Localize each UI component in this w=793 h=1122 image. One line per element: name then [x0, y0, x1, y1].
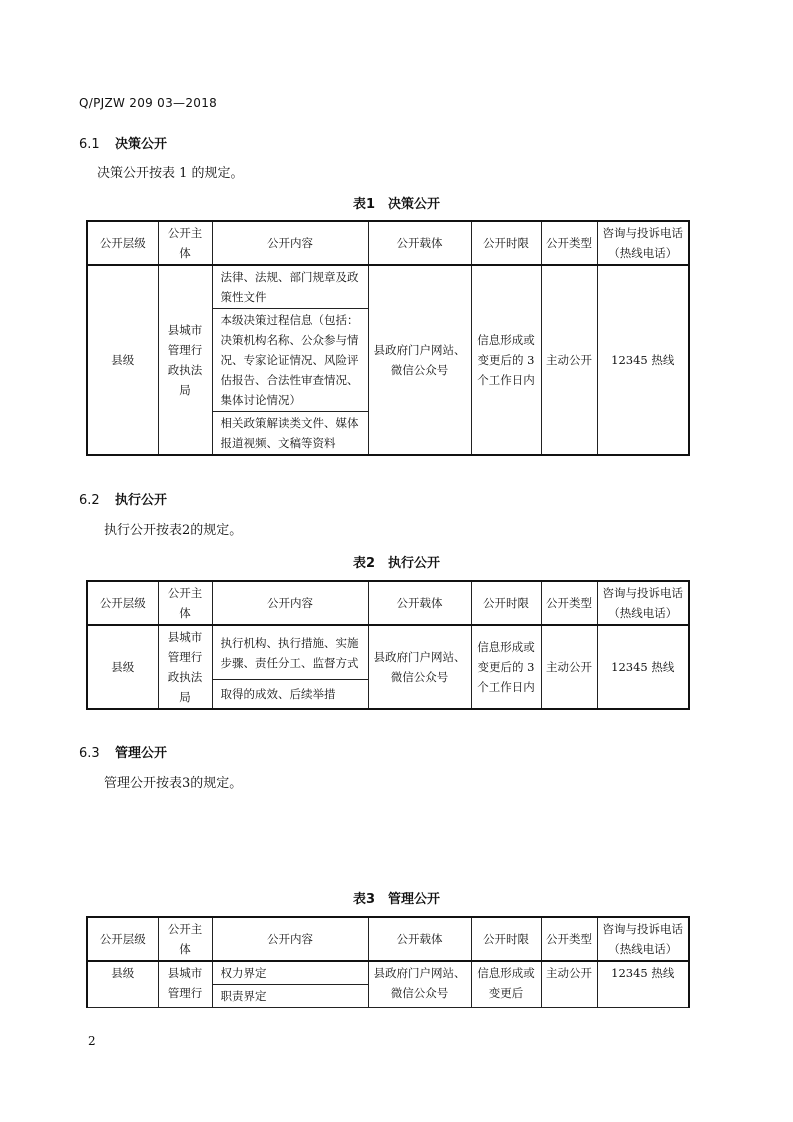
header-cell: 公开层级: [87, 581, 158, 625]
section-heading-6-1: [79, 133, 167, 152]
level-cell: 县级: [87, 265, 158, 455]
section-number: 6.1: [79, 137, 100, 152]
type-cell: 主动公开: [541, 961, 597, 1008]
content-cell: 取得的成效、后续举措: [212, 680, 368, 709]
content-cell: 相关政策解读类文件、媒体报道视频、文稿等资料: [212, 412, 368, 456]
level-cell: 县级: [87, 625, 158, 709]
content-cell: 法律、法规、部门规章及政策性文件: [212, 265, 368, 309]
hotline-cell: 12345 热线: [597, 961, 689, 1008]
table-row: [87, 265, 689, 309]
type-cell: 主动公开: [541, 265, 597, 455]
header-cell: 咨询与投诉电话（热线电话）: [597, 581, 689, 625]
header-cell: 公开时限: [471, 581, 541, 625]
section-number: 6.3: [79, 746, 100, 761]
time-limit-cell: 信息形成或变更后的 3 个工作日内: [471, 265, 541, 455]
section-title: 管理公开: [115, 746, 168, 761]
header-cell: 公开载体: [368, 581, 471, 625]
header-cell: 公开主体: [158, 581, 212, 625]
header-cell: 公开时限: [471, 221, 541, 265]
subject-cell: 县城市管理行政执法局: [158, 625, 212, 709]
section-title: 执行公开: [115, 493, 168, 508]
section-title: 决策公开: [115, 137, 168, 152]
time-limit-cell: 信息形成或变更后: [471, 961, 541, 1008]
section-intro: 执行公开按表2的规定。: [104, 523, 243, 538]
table-caption: 表1 决策公开: [352, 197, 441, 212]
header-cell: 公开层级: [87, 221, 158, 265]
page-number: 2: [88, 1034, 96, 1048]
header-cell: 公开主体: [158, 917, 212, 961]
section-heading-6-3: [79, 742, 167, 761]
carrier-cell: 县政府门户网站、微信公众号: [368, 961, 471, 1008]
document-code: Q/PJZW 209 03—2018: [79, 96, 218, 110]
header-cell: 公开层级: [87, 917, 158, 961]
time-limit-cell: 信息形成或变更后的 3 个工作日内: [471, 625, 541, 709]
subject-cell: 县城市管理行: [158, 961, 212, 1008]
header-cell: 咨询与投诉电话（热线电话）: [597, 917, 689, 961]
hotline-cell: 12345 热线: [597, 265, 689, 455]
table-row: [87, 625, 689, 680]
header-cell: 公开时限: [471, 917, 541, 961]
header-cell: 公开类型: [541, 581, 597, 625]
header-cell: 公开内容: [212, 581, 368, 625]
table-header-row: [87, 581, 689, 625]
subject-cell: 县城市管理行政执法局: [158, 265, 212, 455]
table-row: [87, 961, 689, 985]
header-cell: 公开载体: [368, 221, 471, 265]
header-cell: 公开内容: [212, 917, 368, 961]
table-1-decision-disclosure: [86, 220, 690, 456]
header-cell: 公开内容: [212, 221, 368, 265]
section-intro: 决策公开按表 1 的规定。: [97, 166, 244, 181]
carrier-cell: 县政府门户网站、微信公众号: [368, 265, 471, 455]
section-number: 6.2: [79, 493, 100, 508]
content-cell: 执行机构、执行措施、实施步骤、责任分工、监督方式: [212, 625, 368, 680]
hotline-cell: 12345 热线: [597, 625, 689, 709]
table-caption: 表2 执行公开: [352, 556, 441, 571]
section-heading-6-2: [79, 489, 167, 508]
carrier-cell: 县政府门户网站、微信公众号: [368, 625, 471, 709]
table-header-row: [87, 917, 689, 961]
content-cell: 权力界定: [212, 961, 368, 985]
content-cell: 本级决策过程信息（包括：决策机构名称、公众参与情况、专家论证情况、风险评估报告、合法性审查情况、集体讨论情况）: [212, 309, 368, 412]
level-cell: 县级: [87, 961, 158, 1008]
type-cell: 主动公开: [541, 625, 597, 709]
header-cell: 公开主体: [158, 221, 212, 265]
header-cell: 公开类型: [541, 917, 597, 961]
header-cell: 公开载体: [368, 917, 471, 961]
header-cell: 公开类型: [541, 221, 597, 265]
section-intro: 管理公开按表3的规定。: [104, 776, 243, 791]
table-header-row: [87, 221, 689, 265]
header-cell: 咨询与投诉电话（热线电话）: [597, 221, 689, 265]
table-2-execution-disclosure: [86, 580, 690, 710]
content-cell: 职责界定: [212, 985, 368, 1008]
table-3-management-disclosure: [86, 916, 690, 1008]
table-caption: 表3 管理公开: [352, 892, 441, 907]
